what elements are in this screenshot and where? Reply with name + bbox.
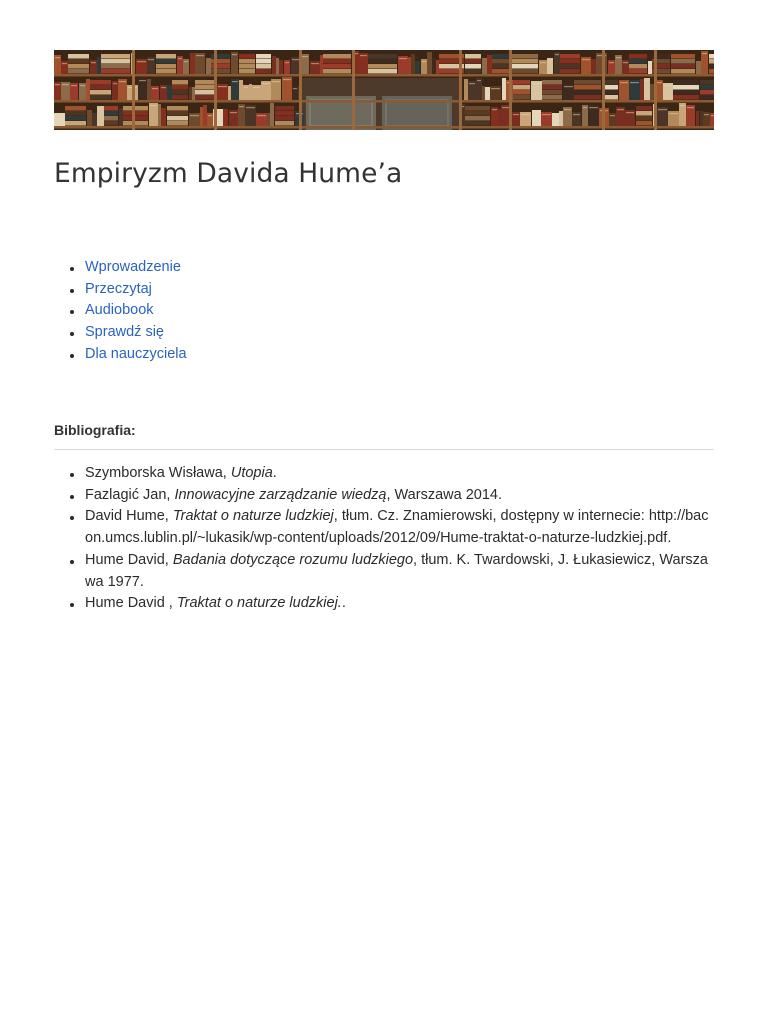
entry-details: . <box>272 465 277 481</box>
section-nav <box>54 257 714 366</box>
nav-item <box>54 322 714 344</box>
bibliography-entry <box>54 550 714 593</box>
page-title: Empiryzm Davida Hume’a <box>54 158 403 189</box>
nav-link-audiobook[interactable]: Audiobook <box>85 302 154 319</box>
entry-work: Innowacyjne zarządzanie wiedzą <box>174 486 387 503</box>
bibliography-list <box>54 463 714 615</box>
nav-link-sprawdz-sie[interactable]: Sprawdź się <box>85 324 164 341</box>
entry-work: Traktat o naturze ludzkiej. <box>176 595 342 612</box>
entry-author: Szymborska Wisława, <box>85 465 231 481</box>
entry-details: , Warszawa 2014. <box>386 486 502 503</box>
bookshelf-image <box>54 50 714 130</box>
nav-item <box>54 279 714 301</box>
entry-details: , tłum. K. Twardowski, J. Łukasiewicz, Warszawa 1977. <box>85 551 708 590</box>
bibliography-heading: Bibliografia: <box>54 422 136 438</box>
entry-author: Fazlagić Jan, <box>85 486 175 503</box>
banner-image <box>54 50 714 130</box>
entry-details: . <box>341 595 346 612</box>
entry-details: , tłum. Cz. Znamierowski, dostępny w internecie: http://bacon.umcs.lublin.pl/~lukasik/wp-content/uploads/2012/09/Hume-traktat-o-naturze-ludzkiej.pdf. <box>85 508 709 547</box>
nav-link-wprowadzenie[interactable]: Wprowadzenie <box>85 259 181 275</box>
bibliography-entry <box>54 463 714 485</box>
nav-item <box>54 300 714 322</box>
entry-work: Utopia <box>230 465 273 481</box>
nav-link-przeczytaj[interactable]: Przeczytaj <box>85 280 152 297</box>
entry-author: Hume David , <box>85 595 177 612</box>
bibliography-entry <box>54 593 714 615</box>
nav-item <box>54 344 714 366</box>
entry-author: David Hume, <box>85 508 173 525</box>
entry-author: Hume David, <box>85 551 173 568</box>
divider <box>54 449 714 450</box>
nav-link-dla-nauczyciela[interactable]: Dla nauczyciela <box>85 345 187 362</box>
bibliography-entry <box>54 485 714 507</box>
entry-work: Badania dotyczące rozumu ludzkiego <box>172 551 414 568</box>
nav-item <box>54 257 714 279</box>
entry-work: Traktat o naturze ludzkiej <box>172 508 334 525</box>
bibliography-entry <box>54 506 714 549</box>
